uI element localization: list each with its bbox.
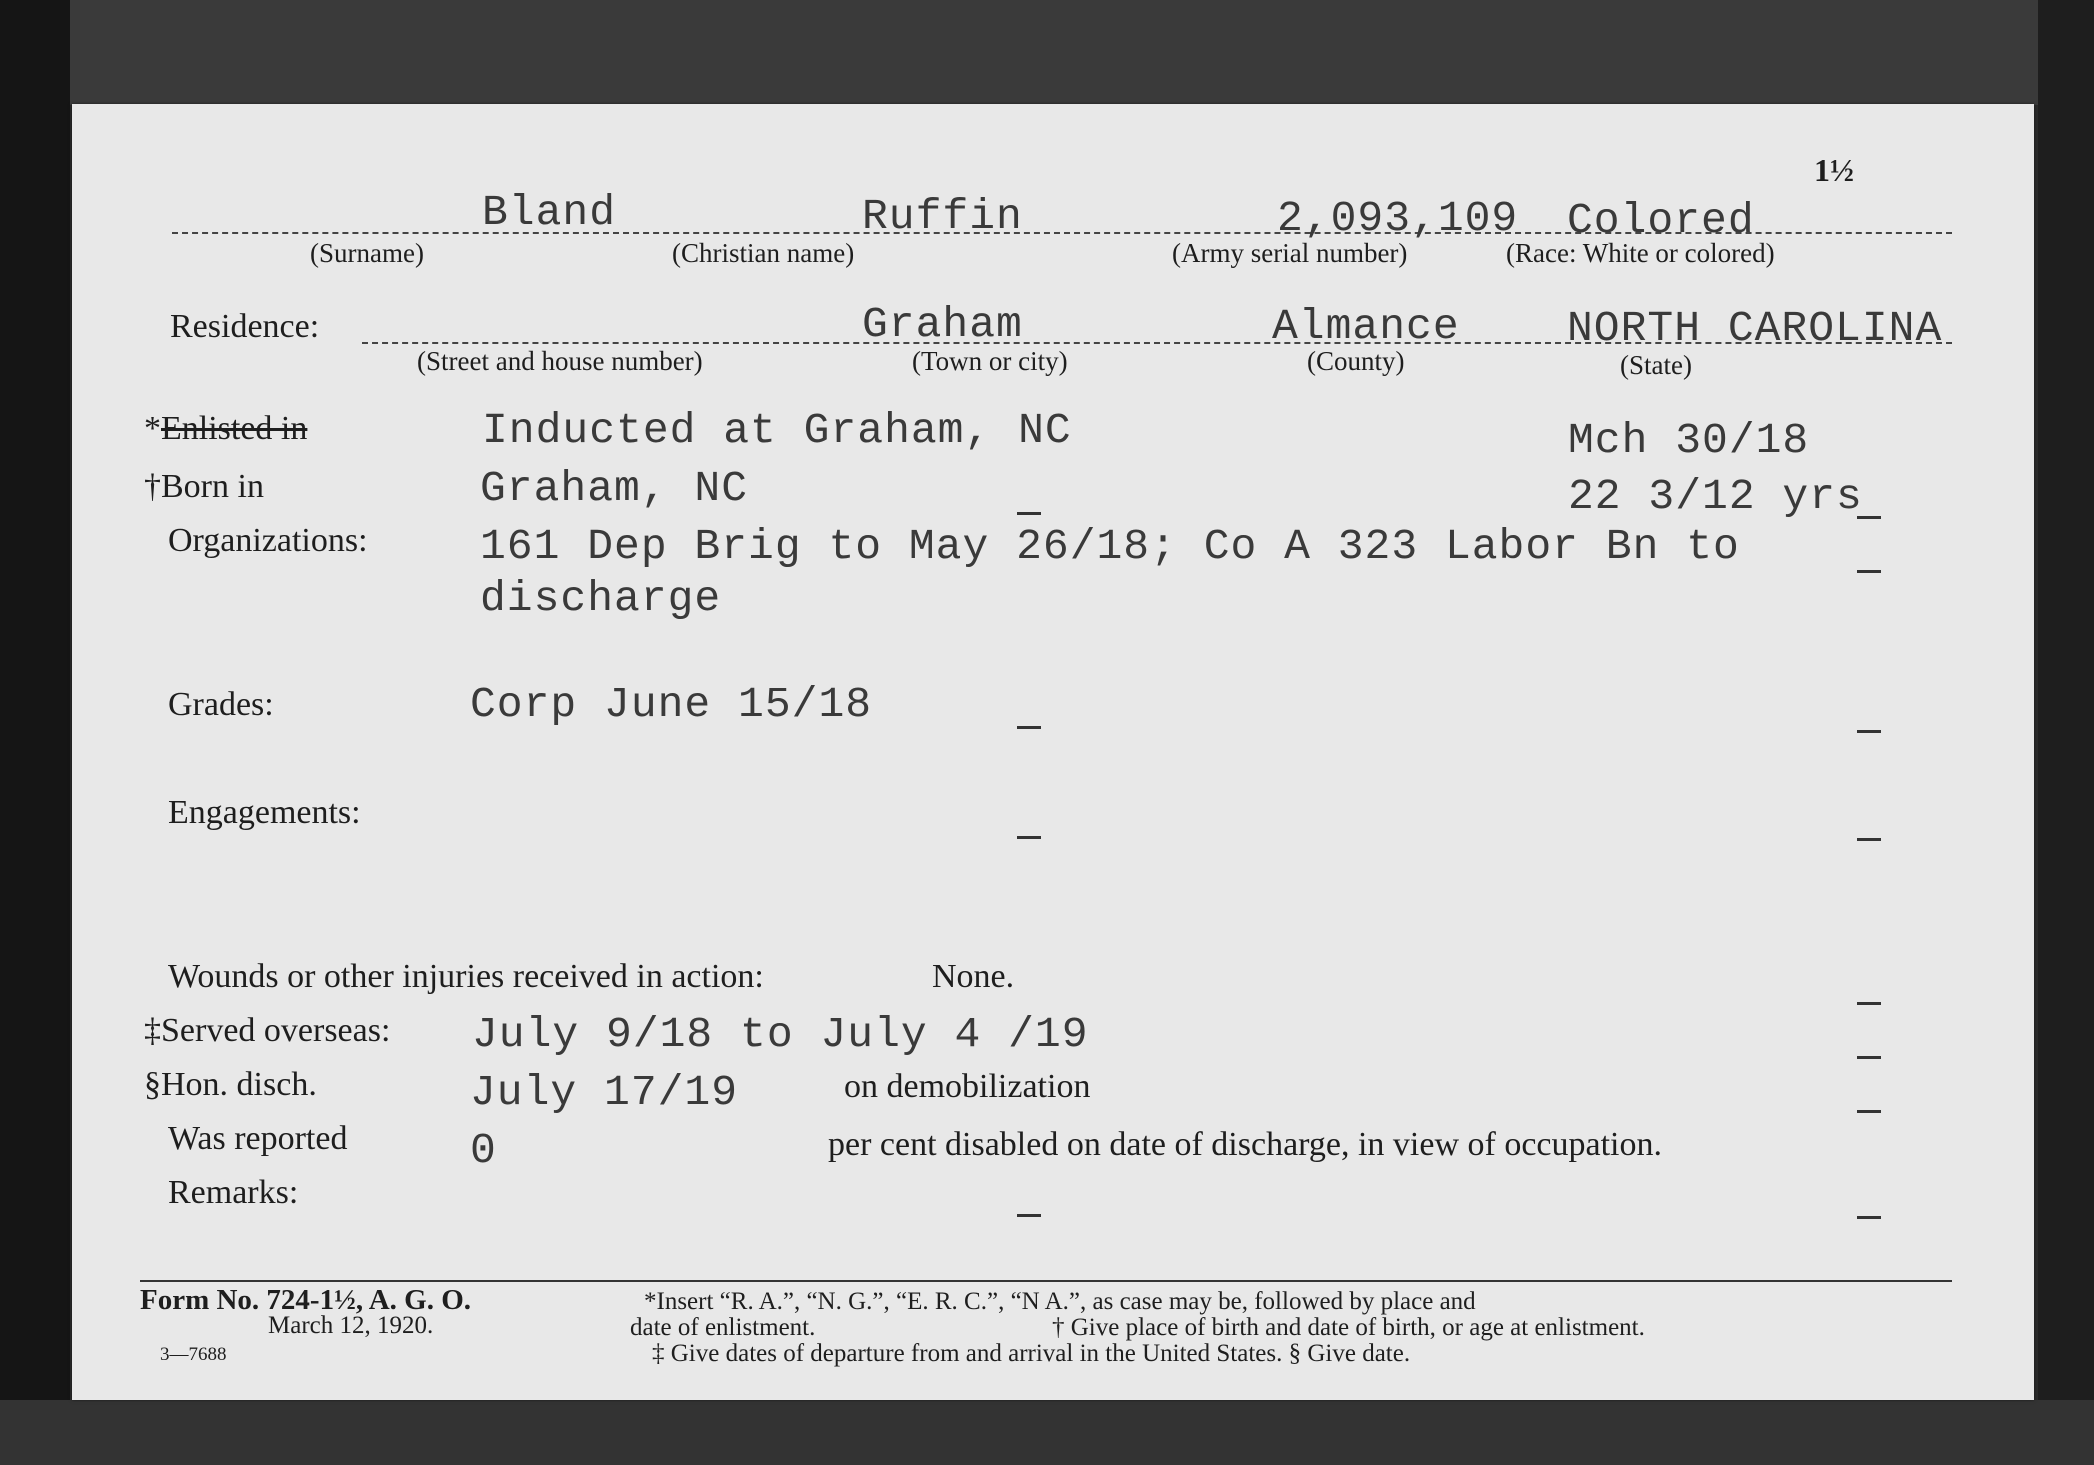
race-label: (Race: White or colored): [1506, 238, 1775, 268]
born-label: †Born in: [144, 468, 264, 505]
reported-label: Was reported: [168, 1120, 348, 1157]
hon-disch-value: July 17/19: [470, 1068, 739, 1117]
wounds-label: Wounds or other injuries received in action:: [168, 958, 764, 995]
grades-value: Corp June 15/18: [470, 680, 873, 729]
enlisted-value: Inducted at Graham, NC: [482, 406, 1072, 455]
tick-mark: [1017, 726, 1041, 729]
tick-mark: [1017, 1214, 1041, 1217]
tick-mark: [1017, 512, 1041, 515]
hon-disch-note: on demobilization: [844, 1068, 1091, 1105]
footnote-line2b: † Give place of birth and date of birth, or age at enlistment.: [1052, 1314, 1645, 1341]
residence-state-value: NORTH CAROLINA: [1567, 304, 1943, 353]
form-number: Form No. 724-1½, A. G. O.: [140, 1284, 472, 1316]
surname-label: (Surname): [310, 238, 424, 268]
form-date: March 12, 1920.: [268, 1312, 434, 1339]
organizations-line2: discharge: [480, 574, 722, 623]
reported-value: 0: [470, 1126, 497, 1175]
enlisted-mark: *: [144, 410, 161, 447]
tick-mark: [1857, 516, 1881, 519]
christian-name-label: (Christian name): [672, 238, 855, 268]
tick-mark: [1857, 570, 1881, 573]
age-value: 22 3/12 yrs: [1568, 472, 1863, 521]
serial-number-value: 2,093,109: [1277, 194, 1519, 243]
overseas-value: July 9/18 to July 4 /19: [472, 1010, 1089, 1059]
footnote-line3: ‡ Give dates of departure from and arrival in the United States. § Give date.: [652, 1340, 1411, 1367]
background-right: [2038, 0, 2094, 1465]
background-top: [0, 0, 2094, 105]
christian-name-value: Ruffin: [862, 192, 1023, 241]
street-label: (Street and house number): [417, 346, 703, 376]
tick-mark: [1857, 1056, 1881, 1059]
background-bottom: [0, 1400, 2094, 1465]
residence-label: Residence:: [170, 308, 320, 345]
print-code: 3—7688: [160, 1344, 227, 1365]
remarks-label: Remarks:: [168, 1174, 299, 1211]
enlisted-label-text: Enlisted in: [161, 410, 308, 447]
overseas-label: ‡Served overseas:: [144, 1012, 391, 1049]
tick-mark: [1857, 1216, 1881, 1219]
footer-rule: [140, 1280, 1952, 1282]
county-label: (County): [1307, 346, 1405, 376]
tick-mark: [1857, 730, 1881, 733]
enlisted-label: [144, 410, 307, 448]
tick-mark: [1857, 1110, 1881, 1113]
hon-disch-label: §Hon. disch.: [144, 1066, 317, 1103]
engagements-label: Engagements:: [168, 794, 361, 831]
background-left: [0, 0, 70, 1465]
reported-text: per cent disabled on date of discharge, in view of occupation.: [828, 1126, 1662, 1163]
organizations-line1: 161 Dep Brig to May 26/18; Co A 323 Labor Bn to: [480, 522, 1740, 571]
tick-mark: [1857, 838, 1881, 841]
residence-county-value: Almance: [1272, 302, 1460, 351]
town-label: (Town or city): [912, 346, 1068, 376]
enlisted-date-value: Mch 30/18: [1568, 416, 1810, 465]
organizations-label: Organizations:: [168, 522, 368, 559]
grades-label: Grades:: [168, 686, 274, 723]
race-value: Colored: [1567, 196, 1755, 245]
wounds-value: None.: [932, 958, 1015, 995]
born-value: Graham, NC: [480, 464, 749, 513]
residence-town-value: Graham: [862, 300, 1023, 349]
footnote-line2a: date of enlistment.: [630, 1314, 816, 1341]
footnote-line1: *Insert “R. A.”, “N. G.”, “E. R. C.”, “N A.”, as case may be, followed by place and: [644, 1288, 1476, 1315]
tick-mark: [1857, 1002, 1881, 1005]
state-label: (State): [1620, 350, 1692, 380]
card-number: 1½: [1814, 152, 1854, 188]
serial-number-label: (Army serial number): [1172, 238, 1408, 268]
tick-mark: [1017, 836, 1041, 839]
surname-value: Bland: [482, 188, 617, 237]
service-record-card: [72, 104, 2034, 1400]
